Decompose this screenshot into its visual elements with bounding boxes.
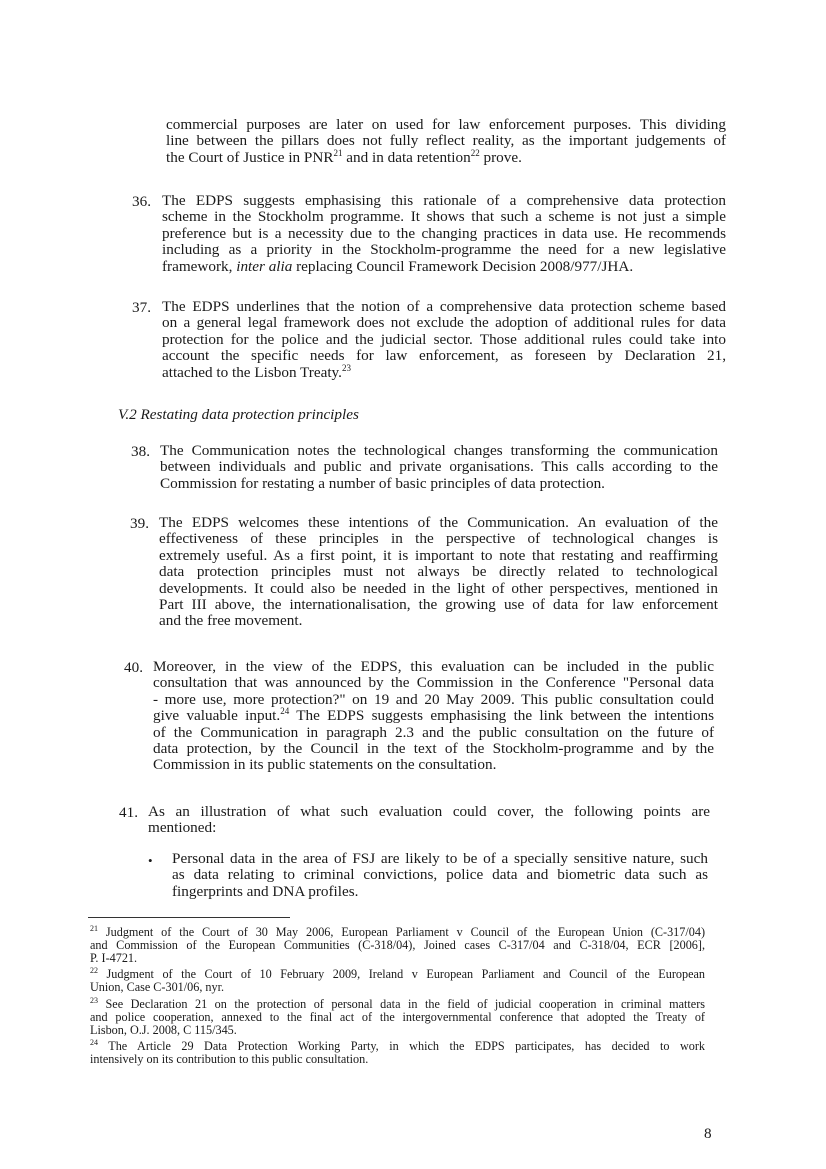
paragraph-40: [153, 659, 714, 774]
paragraph-38: [160, 443, 718, 492]
footnote-23: [90, 998, 705, 1036]
text-line: fingerprints and DNA profiles.: [172, 882, 359, 900]
footnote-24: [90, 1040, 705, 1066]
paragraph-number-38: 38.: [131, 443, 150, 460]
text-run: The Article 29 Data Protection Working Party, in which the EDPS participates, has decided to work: [98, 1039, 705, 1053]
text-run: the Court of Justice in PNR: [166, 148, 334, 166]
text-line: and Commission of the European Communities (C-318/04), Joined cases C-317/04 and C-318/04, ECR [2006],: [90, 937, 705, 952]
text-run: Judgment of the Court of 10 February 2009, Ireland v European Parliament and Council of the European: [98, 967, 705, 981]
text-line: extremely useful. As a first point, it is important to note that restating and reaffirming: [159, 546, 718, 564]
text-line: Commission in its public statements on the consultation.: [153, 756, 497, 774]
text-line: Part III above, the internationalisation, the growing use of data for law enforcement: [159, 596, 718, 614]
bullet-item: [172, 851, 708, 900]
text-line: The EDPS underlines that the notion of a comprehensive data protection scheme based: [162, 298, 726, 315]
footnote-22: [90, 968, 705, 994]
text-line: [162, 362, 726, 381]
text-line: protection for the police and the judicial sector. Those additional rules could take into: [162, 330, 726, 348]
text-line: [90, 1040, 705, 1053]
text-line: consultation that was announced by the Commission in the Conference "Personal data: [153, 674, 714, 692]
text-line: Commission for restating a number of basic principles of data protection.: [160, 474, 605, 492]
text-line: Union, Case C-301/06, nyr.: [90, 979, 225, 994]
text-line: [90, 926, 705, 939]
footnote-separator: [88, 917, 290, 918]
text-line: commercial purposes are later on used for law enforcement purposes. This dividing: [166, 116, 726, 133]
text-line: Moreover, in the view of the EDPS, this evaluation can be included in the public: [153, 658, 714, 675]
text-line: of the Communication in paragraph 2.3 and the public consultation on the future of: [153, 723, 714, 741]
footnote-mark: 21: [90, 924, 98, 933]
continuation-paragraph: [166, 117, 726, 166]
text-line: account the specific needs for law enforcement, as foreseen by Declaration 21,: [162, 347, 726, 365]
text-line: developments. It could also be needed in the light of other perspectives, mentioned in: [159, 579, 718, 597]
page-number: 8: [704, 1125, 712, 1142]
text-line: P. I-4721.: [90, 950, 138, 965]
bullet-marker: •: [148, 853, 153, 868]
text-line: and police cooperation, annexed to the final act of the intergovernmental conference that adopted the Treaty of: [90, 1009, 705, 1024]
text-line: Lisbon, O.J. 2008, C 115/345.: [90, 1022, 237, 1037]
text-run: give valuable input.: [153, 707, 281, 725]
footnote-ref-22: 22: [470, 147, 480, 158]
paragraph-37: [162, 299, 726, 381]
text-line: [90, 968, 705, 981]
text-line: [153, 708, 714, 724]
text-line: preference but is a necessity due to the changing practices in data use. He recommends: [162, 224, 726, 242]
footnote-mark: 23: [90, 996, 98, 1005]
text-run: attached to the Lisbon Treaty.: [162, 363, 342, 381]
paragraph-number-41: 41.: [119, 804, 138, 821]
text-line: line between the pillars does not fully reflect reality, as the important judgements of: [166, 132, 726, 150]
footnote-ref-21: 21: [333, 147, 343, 158]
text-run: and in data retention: [342, 148, 471, 166]
text-run: The EDPS suggests emphasising the link between the intentions: [289, 707, 714, 725]
section-heading: V.2 Restating data protection principles: [118, 406, 359, 423]
text-run: replacing Council Framework Decision 2008/977/JHA.: [292, 257, 634, 275]
footnote-ref-24: 24: [280, 706, 290, 717]
footnote-ref-23: 23: [341, 362, 351, 373]
text-line: mentioned:: [148, 819, 217, 837]
text-run: Judgment of the Court of 30 May 2006, European Parliament v Council of the European Union (C-317/04): [98, 925, 705, 939]
footnote-mark: 24: [90, 1038, 98, 1047]
paragraph-number-39: 39.: [130, 515, 149, 532]
text-line: effectiveness of these principles in the perspective of technological changes is: [159, 530, 718, 548]
text-line: [162, 259, 726, 275]
text-line: scheme in the Stockholm programme. It shows that such a scheme is not just a simple: [162, 208, 726, 226]
text-line: data protection principles must not always be directly related to technological: [159, 563, 718, 581]
paragraph-41: [148, 804, 710, 837]
paragraph-39: [159, 515, 718, 630]
text-run: prove.: [479, 148, 522, 166]
paragraph-number-37: 37.: [132, 299, 151, 316]
text-line: data protection, by the Council in the text of the Stockholm-programme and by the: [153, 740, 714, 758]
text-line: intensively on its contribution to this public consultation.: [90, 1051, 369, 1066]
text-line: on a general legal framework does not exclude the adoption of additional rules for data: [162, 314, 726, 332]
latin-phrase: inter alia: [236, 257, 293, 275]
text-line: Personal data in the area of FSJ are likely to be of a specially sensitive nature, such: [172, 850, 708, 867]
text-line: between individuals and public and private organisations. This calls according to the: [160, 458, 718, 476]
paragraph-number-36: 36.: [132, 193, 151, 210]
text-line: and the free movement.: [159, 612, 303, 630]
text-line: as data relating to criminal convictions, police data and biometric data such as: [172, 866, 708, 884]
text-line: - more use, more protection?" on 19 and 20 May 2009. This public consultation could: [153, 690, 714, 708]
text-line: The EDPS suggests emphasising this rationale of a comprehensive data protection: [162, 192, 726, 209]
text-run: framework,: [162, 257, 237, 275]
text-line: The EDPS welcomes these intentions of the Communication. An evaluation of the: [159, 514, 718, 531]
text-line: including as a priority in the Stockholm-programme the need for a new legislative: [162, 241, 726, 259]
paragraph-36: [162, 193, 726, 275]
text-line: [166, 147, 726, 166]
paragraph-number-40: 40.: [124, 659, 143, 676]
text-line: As an illustration of what such evaluation could cover, the following points are: [148, 803, 710, 820]
footnote-mark: 22: [90, 966, 98, 975]
text-run: See Declaration 21 on the protection of personal data in the field of judicial cooperation in criminal matters: [98, 997, 705, 1011]
text-line: The Communication notes the technological changes transforming the communication: [160, 442, 718, 459]
footnote-21: [90, 926, 705, 964]
text-line: [90, 998, 705, 1011]
